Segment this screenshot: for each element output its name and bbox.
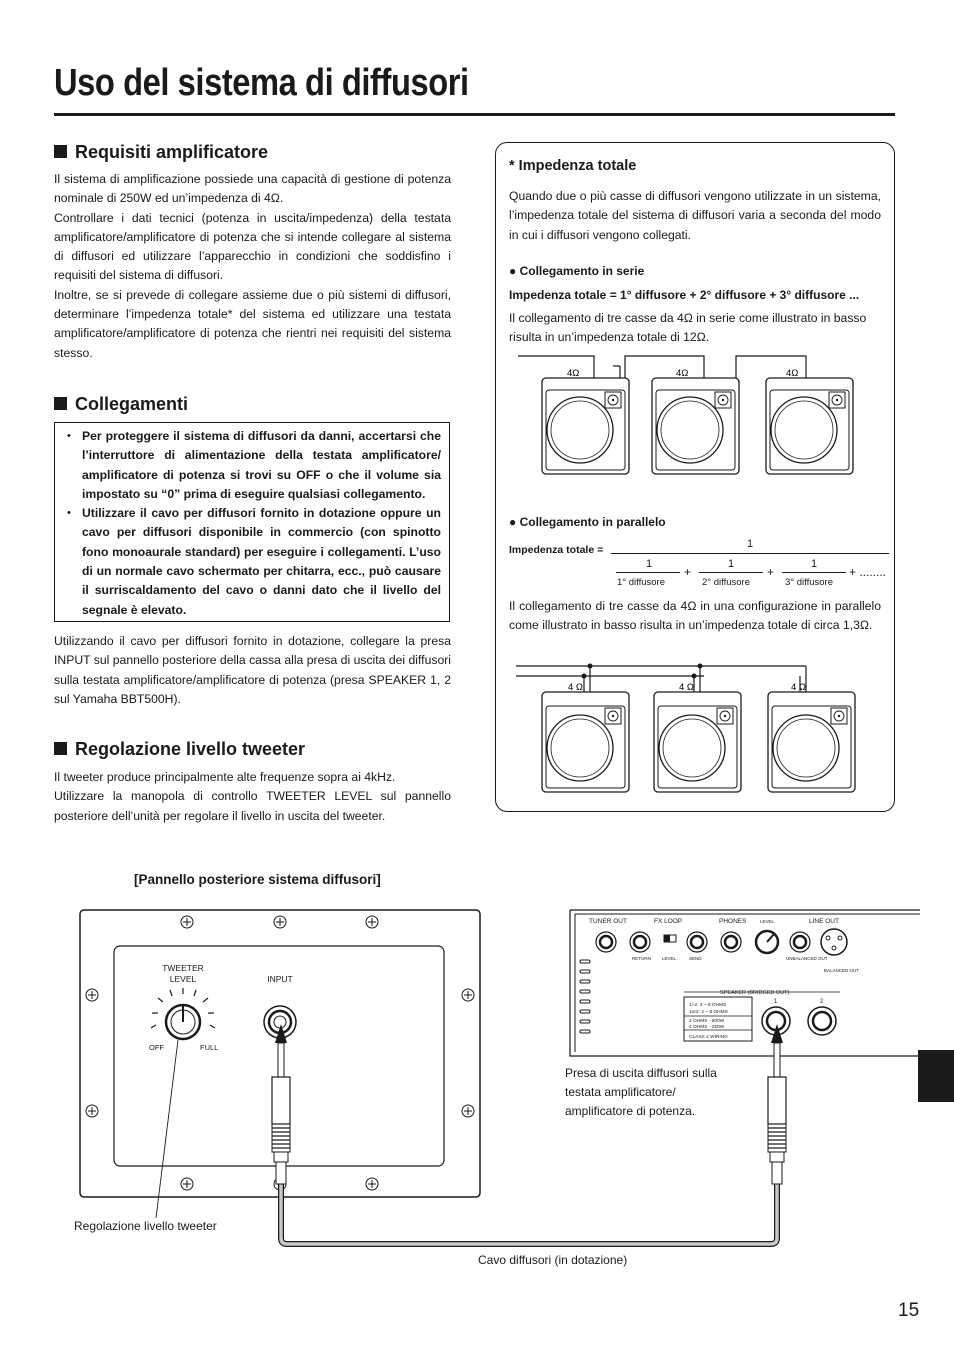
amp-spec: 1+2: 4 ~ 8 OHMS <box>689 1003 727 1008</box>
parallel-diagram <box>510 658 886 798</box>
parallel-impedance-label: 4 Ω <box>679 682 695 693</box>
amp-label: SPEAKER (BRIDGED OUT) <box>720 990 790 996</box>
amp-label: BALANCED OUT <box>824 968 860 973</box>
amp-caption: Presa di uscita diffusori sulla testata amplificatore/ amplificatore di potenza. <box>565 1066 717 1118</box>
parallel-title: ● Collegamento in parallelo <box>509 515 666 529</box>
impedance-intro: Quando due o più casse di diffusori vengono utilizzate in un sistema, l’impedenza totale del sistema di diffusori varia a seconda del modo in cui i diffusori vengono collegati. <box>509 189 881 242</box>
warning-item: • Per proteggere il sistema di diffusori da danni, accertarsi che l’interruttore di alimentazione della testata amplificatore/ amplificatore di potenza si trovi su OFF o che il volume sia impostato su “0” prima di eseguire qualsiasi collegamento. <box>67 427 441 504</box>
paragraph: Inoltre, se si prevede di collegare assieme due o più sistemi di diffusori, determinare l’impedenza totale* del sistema ed utilizzare una testata amplificatore/amplificatore di potenza che rientri nei requisiti del sistema stesso. <box>54 287 451 360</box>
heading-text: Regolazione livello tweeter <box>75 739 306 759</box>
parallel-impedance-label: 4 Ω <box>568 682 584 693</box>
square-bullet-icon <box>54 145 67 158</box>
amp-spec: 4 OHMS - 250W <box>689 1025 725 1030</box>
paragraph: Il sistema di amplificazione possiede una capacità di gestione di potenza nominale di 250W ed un’impedenza di 4Ω. <box>54 172 451 206</box>
series-formula: Impedenza totale = 1° diffusore + 2° diffusore + 3° diffusore ... <box>509 288 860 302</box>
fraction-bar <box>611 553 889 554</box>
fraction-denominator: 2° diffusore <box>702 577 750 588</box>
speaker-cabinet <box>768 692 855 792</box>
section-heading-tweeter <box>54 739 305 760</box>
off-label: OFF <box>149 1043 164 1052</box>
fraction-denominator: 1° diffusore <box>617 577 665 588</box>
page-title: Uso del sistema di diffusori <box>54 62 469 104</box>
amp-label: 1 <box>774 999 778 1005</box>
fraction-bar <box>616 572 680 573</box>
diagram-heading: [Pannello posteriore sistema diffusori] <box>134 872 381 887</box>
square-bullet-icon <box>54 742 67 755</box>
amp-label: FX LOOP <box>654 918 683 925</box>
tweeter-label: LEVEL <box>169 974 197 984</box>
warning-box <box>54 422 450 622</box>
plus-sign: + <box>684 565 692 579</box>
amp-label: LINE OUT <box>809 918 839 925</box>
phone-plug-right <box>768 1024 786 1184</box>
speaker-cabinet <box>654 692 741 792</box>
chapter-tab <box>918 1050 954 1102</box>
amp-label: SEND <box>689 956 702 961</box>
fraction-numerator: 1 <box>728 558 735 570</box>
cable-caption: Cavo diffusori (in dotazione) <box>478 1253 628 1267</box>
heading-text: Requisiti amplificatore <box>75 142 269 162</box>
input-label: INPUT <box>267 974 293 984</box>
amp-label: 2 <box>820 999 824 1005</box>
plus-dots: + ........ <box>849 565 887 579</box>
amp-label: RETURN <box>632 956 651 961</box>
section-heading-requisiti <box>54 142 268 163</box>
amp-spec: CLASS 2 WIRING <box>689 1035 728 1040</box>
full-label: FULL <box>200 1043 219 1052</box>
fraction-numerator: 1 <box>646 558 653 570</box>
amp-label: TUNER OUT <box>589 918 627 925</box>
speaker-cabinet <box>652 378 739 474</box>
amp-spec: 2 OHMS - 500W <box>689 1019 725 1024</box>
title-rule <box>54 113 895 116</box>
series-impedance-label: 4Ω <box>676 368 689 379</box>
fraction-bar <box>782 572 846 573</box>
speaker-cabinet <box>542 378 629 474</box>
series-impedance-label: 4Ω <box>567 368 580 379</box>
paragraph: Utilizzare la manopola di controllo TWEETER LEVEL sul pannello posteriore dell’unità per regolare il livello in uscita del tweeter. <box>54 789 451 823</box>
fraction-denominator: 3° diffusore <box>785 577 833 588</box>
fraction-bar <box>699 572 763 573</box>
tweeter-text <box>54 768 451 826</box>
tweeter-label: TWEETER <box>162 963 204 973</box>
amp-label: PHONES <box>719 918 747 925</box>
formula-lhs: Impedenza totale = <box>509 544 604 556</box>
heading-text: Collegamenti <box>75 394 189 414</box>
square-bullet-icon <box>54 397 67 410</box>
fraction-numerator: 1 <box>811 558 818 570</box>
parallel-impedance-label: 4 Ω <box>791 682 807 693</box>
plus-sign: + <box>767 565 775 579</box>
amp-label: LEVEL <box>760 919 775 924</box>
tweeter-caption: Regolazione livello tweeter <box>74 1219 217 1233</box>
amp-rear-panel <box>570 910 920 1056</box>
parallel-text: Il collegamento di tre casse da 4Ω in una configurazione in parallelo come illustrato in basso risulta in un’impedenza totale di circa 1,3Ω. <box>509 599 881 633</box>
amp-label: LEVEL <box>662 956 677 961</box>
series-diagram <box>510 352 886 476</box>
speaker-cabinet <box>542 692 629 792</box>
speaker-cabinet <box>766 378 853 474</box>
amp-label: UNBALANCED OUT <box>786 956 828 961</box>
collegamenti-text: Utilizzando il cavo per diffusori fornito in dotazione, collegare la presa INPUT sul pannello posteriore della cassa alla presa di uscita dei diffusori sulla testata amplificatore/amplificatore di potenza (presa SPEAKER 1, 2 sul Yamaha BBT500H). <box>54 634 451 706</box>
paragraph: Il tweeter produce principalmente alte frequenze sopra ai 4kHz. <box>54 770 396 784</box>
amp-spec: 1or2: 2 ~ 8 OHMS <box>689 1010 728 1015</box>
series-text: Il collegamento di tre casse da 4Ω in serie come illustrato in basso risulta in un’impedenza totale di 12Ω. <box>509 311 867 345</box>
page-number: 15 <box>898 1300 920 1321</box>
paragraph: Controllare i dati tecnici (potenza in uscita/impedenza) della testata amplificatore/amplificatore di potenza che si intende collegare al sistema di diffusori ed utilizzare l’apparecchio in condizioni che soddisfino i requisiti del sistema di diffusori. <box>54 210 451 283</box>
section-heading-collegamenti <box>54 394 188 415</box>
impedance-heading: * Impedenza totale <box>509 158 637 174</box>
requisiti-text <box>54 170 451 363</box>
warning-item: • Utilizzare il cavo per diffusori fornito in dotazione oppure un cavo per diffusori disponibile in commercio (con spinotto fono monoaurale standard) per eseguire i collegamenti. L’uso di un normale cavo schermato per chitarra, ecc., può causare il surriscaldamento del cavo o danni dato che il livello del segnale è elevato. <box>67 504 441 620</box>
series-impedance-label: 4Ω <box>786 368 799 379</box>
series-title: ● Collegamento in serie <box>509 264 645 278</box>
formula-numerator: 1 <box>747 538 754 550</box>
